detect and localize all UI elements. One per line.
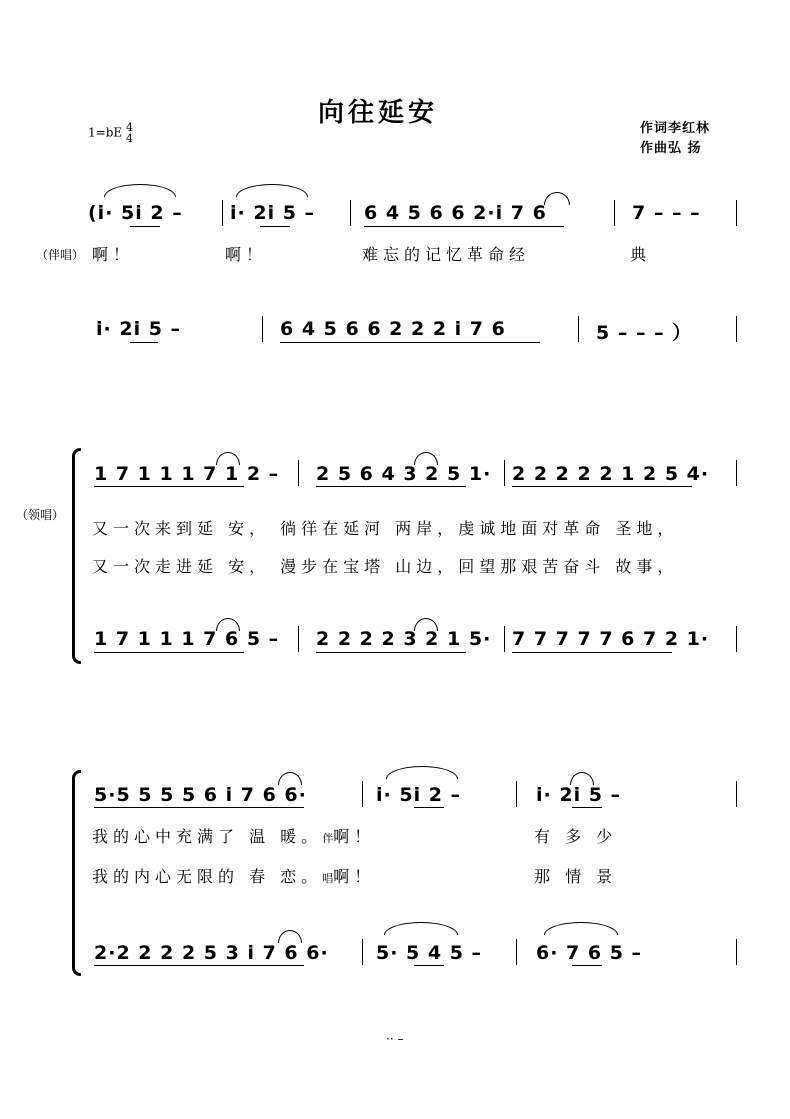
- page-footer-mark: ·· –: [386, 1032, 404, 1046]
- chorus-upper-m1: 5·5 5 5 5 6 i 7 6 6·: [94, 784, 307, 806]
- chorus-lyrics-2-b: 啊！: [333, 867, 376, 886]
- beam: [316, 652, 466, 653]
- slur: [104, 184, 176, 197]
- time-signature: [126, 122, 133, 144]
- beam: [572, 965, 602, 966]
- key-signature: [88, 122, 133, 144]
- beam: [316, 486, 466, 487]
- key-note: E: [113, 125, 123, 140]
- slur: [236, 184, 308, 197]
- barline: [614, 200, 615, 226]
- barline: [578, 316, 579, 342]
- composer-credit: 作曲弘 扬: [640, 141, 702, 156]
- barline: [298, 626, 299, 652]
- chorus-lyrics-1-small: 伴: [322, 832, 334, 845]
- beam: [260, 226, 290, 227]
- barline: [736, 200, 737, 226]
- barline: [222, 200, 223, 226]
- slur: [278, 930, 302, 943]
- chorus-lyrics-2-small: 唱: [322, 872, 334, 885]
- barline: [736, 626, 737, 652]
- chorus-lower-m2: 5· 5 4 5 –: [376, 942, 483, 964]
- barline: [736, 939, 737, 965]
- time-bottom: 4: [125, 132, 133, 145]
- verse-lyrics-1: 又一次来到延 安， 徜徉在延河 两岸，虔诚地面对革命 圣地，: [92, 519, 679, 538]
- slur: [216, 618, 240, 631]
- chorus-upper-m2: i· 5i 2 –: [376, 784, 462, 806]
- verse-upper-m2: 2 5 6 4 3 2 5 1·: [316, 463, 492, 485]
- slur: [570, 772, 594, 785]
- chorus-lyrics-2-c: 那 情 景: [534, 867, 618, 886]
- intro-lyric-4: 典: [630, 245, 652, 264]
- beam: [414, 807, 444, 808]
- barline: [504, 460, 505, 486]
- barline: [262, 316, 263, 342]
- beam: [572, 807, 602, 808]
- barline: [504, 626, 505, 652]
- intro-lyric-2: 啊！: [225, 245, 268, 264]
- beam: [94, 652, 244, 653]
- beam: [280, 342, 540, 343]
- intro-r2-m3: 5 – – – ）: [596, 322, 693, 344]
- beam: [414, 965, 444, 966]
- barline: [736, 316, 737, 342]
- chorus-lower-m1: 2·2 2 2 2 5 3 i 7 6 6·: [94, 942, 329, 964]
- intro-r1-m4: 7 – – –: [632, 202, 701, 224]
- verse-lower-m1: 1 7 1 1 1 7 6 5 –: [94, 628, 280, 650]
- time-top: 4: [125, 121, 133, 134]
- beam: [512, 486, 692, 487]
- barline: [298, 460, 299, 486]
- barline: [516, 781, 517, 807]
- intro-r2-m2: 6 4 5 6 6 2 2 2 i 7 6: [280, 318, 506, 340]
- chorus-lyrics-1-b: 啊！: [333, 827, 376, 846]
- lead-vocal-label: （领唱）: [16, 508, 65, 522]
- system-bracket: [72, 448, 81, 664]
- verse-lower-m3: 7 7 7 7 7 6 7 2 1·: [512, 628, 710, 650]
- system-bracket: [72, 770, 81, 976]
- slur: [544, 922, 618, 935]
- barline: [516, 939, 517, 965]
- chorus-upper-m3: i· 2i 5 –: [536, 784, 622, 806]
- slur: [414, 618, 438, 631]
- slur: [544, 192, 570, 205]
- beam: [94, 486, 244, 487]
- chorus-lyrics-2: [92, 864, 375, 887]
- chorus-lyrics-1: [92, 824, 375, 847]
- chorus-lyrics-2-a: 我的内心无限的 春 恋。: [92, 867, 323, 886]
- beam: [94, 965, 304, 966]
- intro-r1-m2: i· 2i 5 –: [230, 202, 316, 224]
- beam: [94, 807, 304, 808]
- song-title: 向往延安: [318, 98, 439, 128]
- barline: [736, 781, 737, 807]
- key-prefix: 1=: [88, 125, 106, 140]
- barline: [362, 781, 363, 807]
- barline: [350, 200, 351, 226]
- lyricist-credit: 作词李红林: [640, 121, 711, 136]
- slur: [278, 772, 302, 785]
- slur: [384, 922, 458, 935]
- beam: [130, 226, 160, 227]
- chorus-lower-m3: 6· 7 6 5 –: [536, 942, 643, 964]
- chorus-lyrics-1-a: 我的心中充满了 温 暖。: [92, 827, 323, 846]
- barline: [736, 460, 737, 486]
- slur: [386, 766, 458, 779]
- intro-r1-m3: 6 4 5 6 6 2·i 7 6: [364, 202, 547, 224]
- beam: [364, 226, 564, 227]
- beam: [512, 652, 672, 653]
- intro-r1-m1: (i· 5i 2 –: [88, 202, 183, 224]
- verse-upper-m1: 1 7 1 1 1 7 1 2 –: [94, 463, 280, 485]
- verse-lyrics-2: 又一次走进延 安， 漫步在宝塔 山边，回望那艰苦奋斗 故事，: [92, 557, 679, 576]
- intro-r2-m1: i· 2i 5 –: [96, 318, 182, 340]
- barline: [362, 939, 363, 965]
- chorus-lyrics-1-c: 有 多 少: [534, 827, 618, 846]
- verse-lower-m2: 2 2 2 2 3 2 1 5·: [316, 628, 492, 650]
- slur: [216, 452, 240, 465]
- intro-lyric-1: 啊！: [92, 245, 135, 264]
- key-flat: b: [105, 125, 114, 140]
- intro-lyric-3: 难忘的记忆革命经: [362, 245, 531, 264]
- verse-upper-m3: 2 2 2 2 2 1 2 5 4·: [512, 463, 710, 485]
- intro-chorus-label: （伴唱）: [36, 248, 85, 262]
- beam: [130, 342, 158, 343]
- slur: [414, 452, 438, 465]
